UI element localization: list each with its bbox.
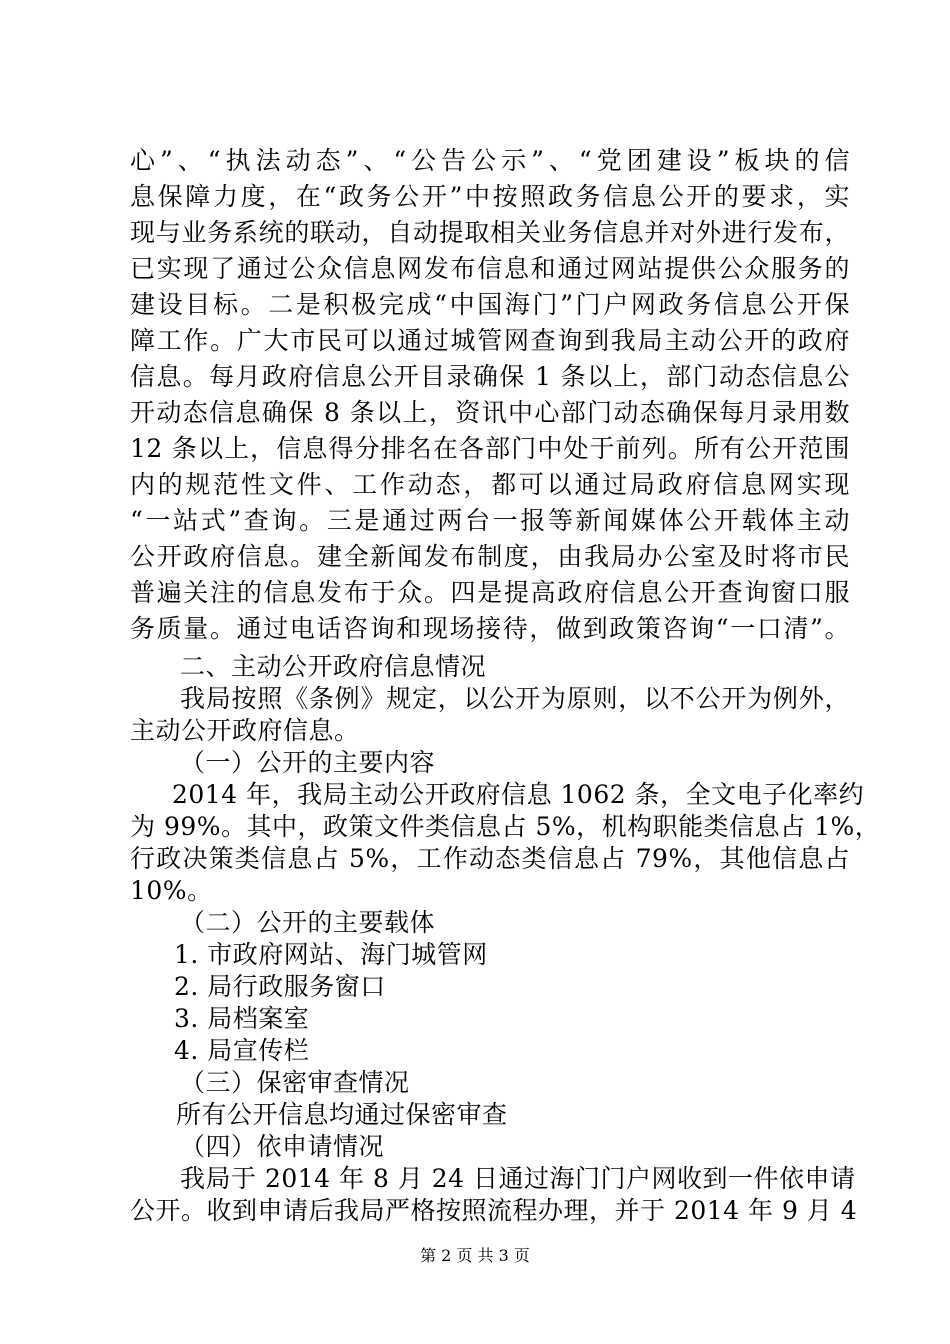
body-text-line: 开动态信息确保 8 条以上，资讯中心部门动态确保每月录用数	[130, 398, 850, 427]
body-text-line: 务质量。通过电话咨询和现场接待，做到政策咨询“一口清”。	[130, 614, 850, 643]
body-text-line: 12 条以上，信息得分排名在各部门中处于前列。所有公开范围	[130, 434, 850, 463]
subsection-heading: （三）保密审查情况	[180, 1068, 410, 1097]
body-text-line: 息保障力度，在“政务公开”中按照政务信息公开的要求，实	[130, 182, 850, 211]
body-text-line: 我局按照《条例》规定，以公开为原则，以不公开为例外，	[180, 684, 850, 713]
page-number-footer: 第 2 页 共 3 页	[420, 1246, 530, 1265]
body-text-line: 现与业务系统的联动，自动提取相关业务信息并对外进行发布，	[130, 218, 850, 247]
body-text-line: 信息。每月政府信息公开目录确保 1 条以上，部门动态信息公	[130, 362, 850, 391]
body-text-line: 障工作。广大市民可以通过城管网查询到我局主动公开的政府	[130, 326, 850, 355]
body-text-line: 行政决策类信息占 5%，工作动态类信息占 79%，其他信息占	[130, 844, 850, 873]
body-text-line: 2014 年，我局主动公开政府信息 1062 条，全文电子化率约	[172, 780, 865, 809]
body-text-line: “一站式”查询。三是通过两台一报等新闻媒体公开载体主动	[130, 506, 850, 535]
body-text-line: 公开。收到申请后我局严格按照流程办理，并于 2014 年 9 月 4	[130, 1196, 858, 1225]
list-item: 1. 市政府网站、海门城管网	[174, 940, 488, 969]
body-text-line: 我局于 2014 年 8 月 24 日通过海门门户网收到一件依申请	[180, 1164, 856, 1193]
list-item: 4. 局宣传栏	[174, 1036, 310, 1065]
body-text-line: 内的规范性文件、工作动态，都可以通过局政府信息网实现	[130, 470, 850, 499]
body-text-line: 已实现了通过公众信息网发布信息和通过网站提供公众服务的	[130, 254, 850, 283]
subsection-heading: （四）依申请情况	[180, 1132, 385, 1161]
list-item: 2. 局行政服务窗口	[174, 972, 386, 1001]
body-text-line: 主动公开政府信息。	[130, 716, 360, 745]
body-text-line: 建设目标。二是积极完成“中国海门”门户网政务信息公开保	[130, 290, 850, 319]
body-text-line: 10%。	[130, 876, 213, 905]
body-text-line: 普遍关注的信息发布于众。四是提高政府信息公开查询窗口服	[130, 578, 850, 607]
subsection-heading: （二）公开的主要载体	[180, 908, 436, 937]
body-text-line: 所有公开信息均通过保密审查	[176, 1100, 508, 1129]
list-item: 3. 局档案室	[174, 1004, 310, 1033]
body-text-line: 公开政府信息。建全新闻发布制度，由我局办公室及时将市民	[130, 542, 850, 571]
body-text-line: 为 99%。其中，政策文件类信息占 5%，机构职能类信息占 1%，	[130, 812, 881, 841]
section-heading: 二、主动公开政府信息情况	[180, 652, 487, 681]
subsection-heading: （一）公开的主要内容	[180, 748, 436, 777]
body-text-line: 心”、“执法动态”、“公告公示”、“党团建设”板块的信	[130, 146, 850, 175]
